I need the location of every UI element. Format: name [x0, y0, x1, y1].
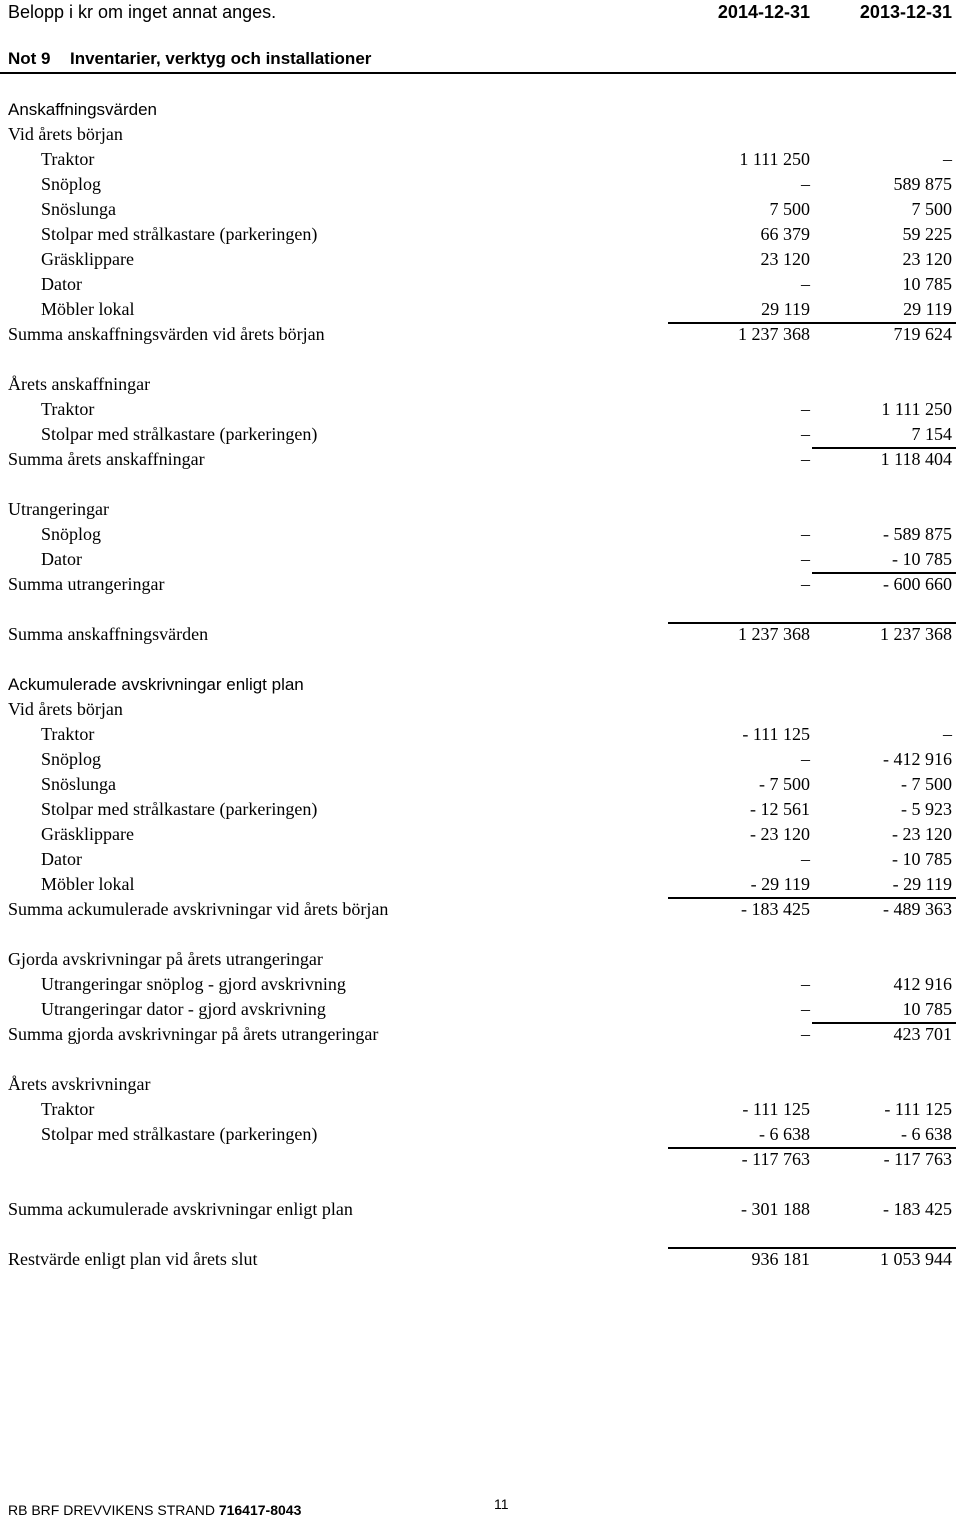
table-row	[0, 622, 960, 647]
sum-rule-2013	[812, 1147, 956, 1149]
value-2014: - 23 120	[750, 824, 810, 844]
value-2013: - 23 120	[892, 824, 952, 844]
table-row	[0, 272, 960, 297]
note-number: Not 9	[8, 49, 51, 68]
value-2013: 423 701	[893, 1024, 952, 1044]
column-header-2014: 2014-12-31	[717, 2, 810, 22]
value-2013: 412 916	[893, 974, 952, 994]
value-2013: –	[943, 724, 952, 744]
table-row	[0, 672, 960, 697]
table-spacer-row	[0, 647, 960, 672]
value-2013: 1 053 944	[880, 1249, 952, 1269]
row-label: Dator	[41, 849, 82, 869]
row-label: Snöplog	[41, 174, 102, 194]
value-2014: –	[801, 749, 810, 769]
table-row	[0, 1072, 960, 1097]
row-label: Utrangeringar	[8, 499, 109, 519]
row-label: Vid årets början	[8, 124, 123, 144]
value-2014: –	[801, 1024, 810, 1044]
table-row	[0, 172, 960, 197]
value-2014: - 183 425	[741, 899, 810, 919]
row-label: Snöslunga	[41, 199, 117, 219]
value-2014: - 7 500	[759, 774, 810, 794]
value-2013: 59 225	[902, 224, 952, 244]
table-row	[0, 847, 960, 872]
sum-rule-2014	[668, 897, 812, 899]
table-row	[0, 497, 960, 522]
value-2013: - 489 363	[883, 899, 952, 919]
row-label: Dator	[41, 274, 82, 294]
table-row	[0, 722, 960, 747]
row-label: Snöplog	[41, 749, 102, 769]
table-spacer-row	[0, 597, 960, 622]
row-label: Stolpar med strålkastare (parkeringen)	[41, 1124, 318, 1144]
sum-rule-2014	[668, 1247, 812, 1249]
row-label: Gräsklippare	[41, 249, 134, 269]
table-row	[0, 447, 960, 472]
value-2013: - 6 638	[901, 1124, 952, 1144]
row-label: Ackumulerade avskrivningar enligt plan	[8, 675, 304, 694]
value-2013: –	[943, 149, 952, 169]
sum-rule-2013	[812, 897, 956, 899]
row-label: Summa gjorda avskrivningar på årets utrangeringar	[8, 1024, 379, 1044]
row-label: Utrangeringar snöplog - gjord avskrivning	[41, 974, 346, 994]
table-row	[0, 747, 960, 772]
row-label: Utrangeringar dator - gjord avskrivning	[41, 999, 326, 1019]
value-2013: - 10 785	[892, 849, 952, 869]
sum-rule-2013	[812, 322, 956, 324]
row-label: Stolpar med strålkastare (parkeringen)	[41, 224, 318, 244]
table-row	[0, 947, 960, 972]
value-2014: –	[801, 399, 810, 419]
sum-rule-2013	[812, 572, 956, 574]
value-2013: - 10 785	[892, 549, 952, 569]
table-row	[0, 397, 960, 422]
table-spacer-row	[0, 472, 960, 497]
row-label: Årets anskaffningar	[8, 374, 151, 394]
table-row	[0, 547, 960, 572]
sum-rule-2014	[668, 622, 812, 624]
value-2014: 936 181	[751, 1249, 810, 1269]
table-row	[0, 1097, 960, 1122]
value-2014: –	[801, 574, 810, 594]
value-2013: - 589 875	[883, 524, 952, 544]
value-2014: –	[801, 524, 810, 544]
value-2014: 7 500	[769, 199, 810, 219]
value-2014: 1 237 368	[738, 324, 810, 344]
table-spacer-row	[0, 347, 960, 372]
row-label: Stolpar med strålkastare (parkeringen)	[41, 424, 318, 444]
sum-rule-2013	[812, 1247, 956, 1249]
row-label: Restvärde enligt plan vid årets slut	[8, 1249, 258, 1269]
value-2014: - 111 125	[742, 1099, 810, 1119]
value-2014: - 111 125	[742, 724, 810, 744]
row-label: Summa utrangeringar	[8, 574, 165, 594]
table-row	[0, 997, 960, 1022]
sum-rule-2013	[812, 622, 956, 624]
value-2014: 29 119	[761, 299, 810, 319]
table-row	[0, 697, 960, 722]
value-2013: 719 624	[893, 324, 952, 344]
value-2013: - 5 923	[901, 799, 952, 819]
table-spacer-row	[0, 1147, 960, 1172]
row-label: Traktor	[41, 399, 95, 419]
row-label: Traktor	[41, 724, 95, 744]
row-label: Traktor	[41, 149, 95, 169]
value-2014: –	[801, 849, 810, 869]
value-2014: –	[801, 974, 810, 994]
table-row	[0, 1022, 960, 1047]
value-2013: 7 500	[911, 199, 952, 219]
value-2014: –	[801, 549, 810, 569]
column-header-2013: 2013-12-31	[859, 2, 952, 22]
table-row	[0, 97, 960, 122]
row-label: Dator	[41, 549, 82, 569]
table-spacer-row	[0, 1222, 960, 1247]
row-label: Snöslunga	[41, 774, 117, 794]
value-2013: - 7 500	[901, 774, 952, 794]
row-label: Summa anskaffningsvärden	[8, 624, 209, 644]
value-2014: 1 237 368	[738, 624, 810, 644]
value-2013: - 412 916	[883, 749, 952, 769]
table-row	[0, 147, 960, 172]
row-label: Snöplog	[41, 524, 102, 544]
row-label: Summa ackumulerade avskrivningar vid årets början	[8, 899, 389, 919]
value-2013: 10 785	[902, 999, 952, 1019]
value-2014: - 301 188	[741, 1199, 810, 1219]
value-2013: - 117 763	[883, 1149, 952, 1169]
value-2014: –	[801, 999, 810, 1019]
row-label: Summa anskaffningsvärden vid årets början	[8, 324, 325, 344]
value-2014: –	[801, 174, 810, 194]
value-2013: - 183 425	[883, 1199, 952, 1219]
table-row	[0, 222, 960, 247]
table-row	[0, 897, 960, 922]
value-2014: - 6 638	[759, 1124, 810, 1144]
row-label: Gräsklippare	[41, 824, 134, 844]
value-2013: 1 111 250	[881, 399, 952, 419]
table-row	[0, 197, 960, 222]
row-label: Årets avskrivningar	[8, 1074, 151, 1094]
table-row	[0, 422, 960, 447]
row-label: Traktor	[41, 1099, 95, 1119]
footer-association	[8, 1500, 301, 1520]
association-name: RB BRF DREVVIKENS STRAND	[8, 1502, 215, 1518]
table-row	[0, 1122, 960, 1147]
table-row	[0, 822, 960, 847]
table-row	[0, 872, 960, 897]
value-2014: –	[801, 424, 810, 444]
page-number: 11	[494, 1496, 509, 1512]
value-2013: 1 118 404	[880, 449, 952, 469]
row-label: Stolpar med strålkastare (parkeringen)	[41, 799, 318, 819]
value-2014: 1 111 250	[739, 149, 810, 169]
value-2014: –	[801, 274, 810, 294]
value-2014: –	[801, 449, 810, 469]
value-2013: 589 875	[893, 174, 952, 194]
table-row	[0, 1247, 960, 1272]
row-label: Vid årets början	[8, 699, 123, 719]
value-2014: - 117 763	[741, 1149, 810, 1169]
table-row	[0, 322, 960, 347]
table-row	[0, 797, 960, 822]
org-number: 716417-8043	[218, 1502, 302, 1518]
value-2013: - 111 125	[884, 1099, 952, 1119]
value-2014: 66 379	[760, 224, 810, 244]
value-2013: 1 237 368	[880, 624, 952, 644]
currency-note: Belopp i kr om inget annat anges.	[8, 2, 277, 22]
sum-rule-2013	[812, 1022, 956, 1024]
row-label: Summa årets anskaffningar	[8, 449, 205, 469]
table-row	[0, 1197, 960, 1222]
table-row	[0, 522, 960, 547]
page-footer	[8, 1496, 948, 1520]
note-title: Inventarier, verktyg och installationer	[70, 49, 372, 68]
table-spacer-row	[0, 1047, 960, 1072]
sum-rule-2014	[668, 1147, 812, 1149]
table-row	[0, 122, 960, 147]
sum-rule-2013	[812, 447, 956, 449]
row-label: Anskaffningsvärden	[8, 100, 158, 119]
table-row	[0, 372, 960, 397]
value-2013: - 600 660	[883, 574, 952, 594]
row-label: Möbler lokal	[41, 874, 135, 894]
value-2014: - 12 561	[750, 799, 810, 819]
table-row	[0, 972, 960, 997]
value-2013: 7 154	[911, 424, 952, 444]
table-row	[0, 247, 960, 272]
row-label: Gjorda avskrivningar på årets utrangeringar	[8, 949, 323, 969]
value-2014: 23 120	[760, 249, 810, 269]
table-spacer-row	[0, 922, 960, 947]
row-label: Summa ackumulerade avskrivningar enligt plan	[8, 1199, 353, 1219]
sum-rule-2014	[668, 322, 812, 324]
table-row	[0, 772, 960, 797]
value-2014: - 29 119	[750, 874, 810, 894]
value-2013: - 29 119	[892, 874, 952, 894]
value-2013: 29 119	[903, 299, 952, 319]
table-row	[0, 297, 960, 322]
table-row	[0, 572, 960, 597]
value-2013: 10 785	[902, 274, 952, 294]
row-label: Möbler lokal	[41, 299, 135, 319]
value-2013: 23 120	[902, 249, 952, 269]
table-spacer-row	[0, 1172, 960, 1197]
